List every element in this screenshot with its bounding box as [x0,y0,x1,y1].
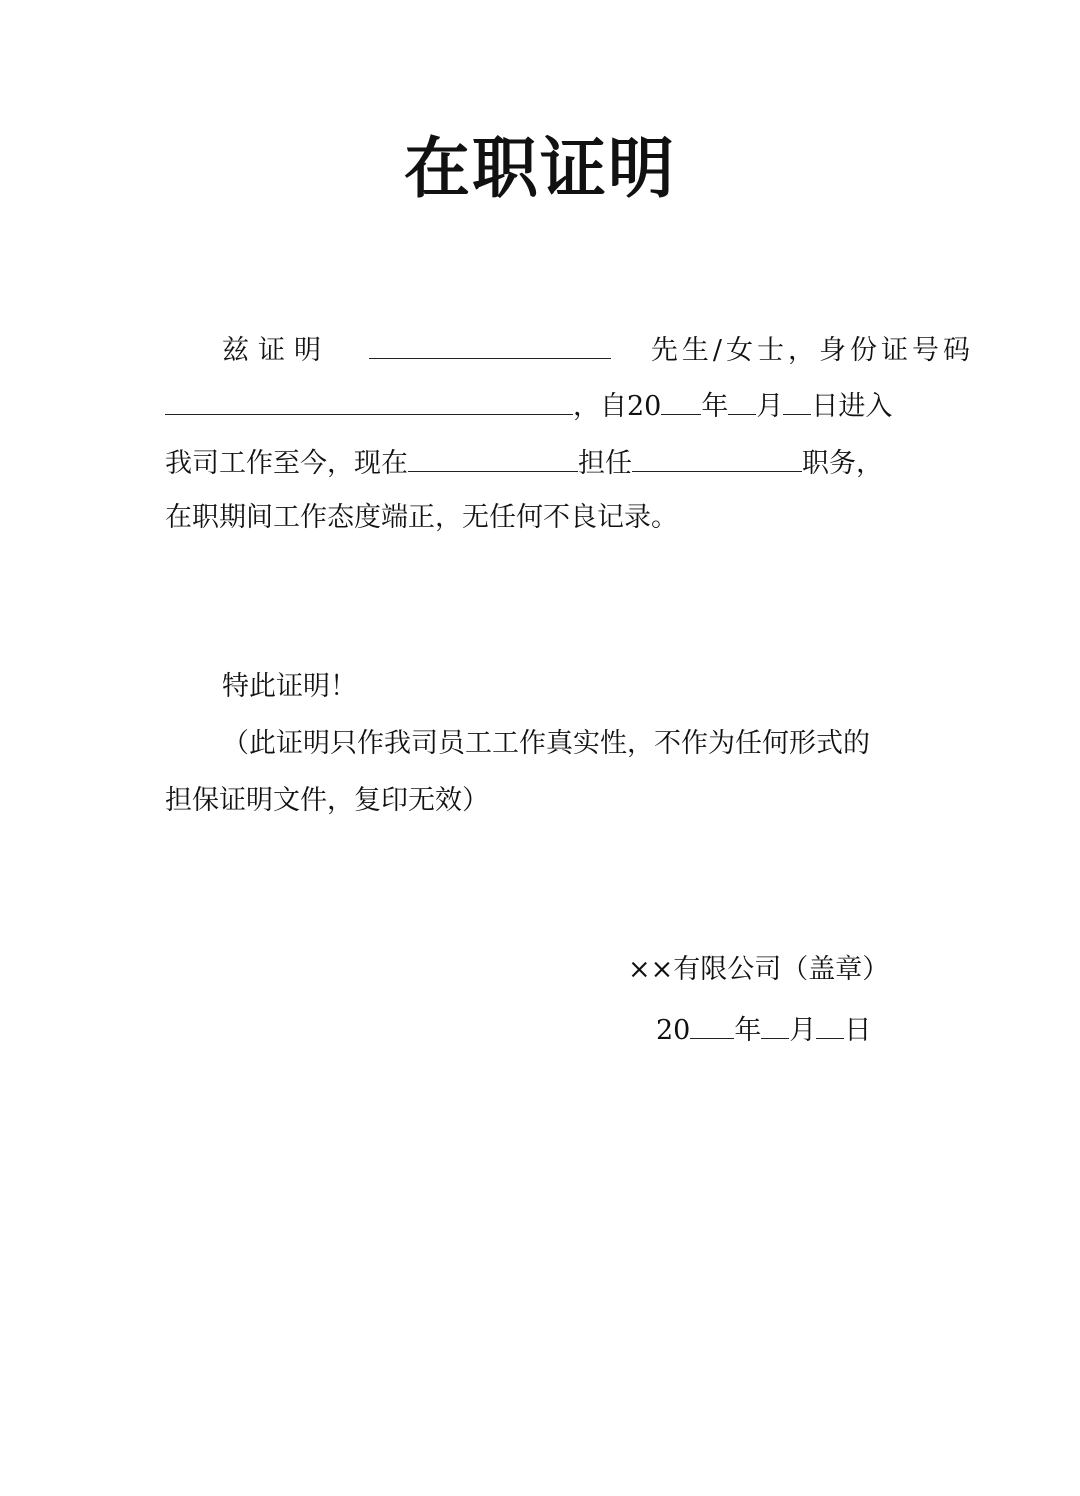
date-prefix: 20 [656,1015,691,1046]
date-year-label: 年 [734,1015,762,1046]
certify-prefix: 兹证明 [222,335,330,366]
position-prefix: 我司工作至今，现在 [165,448,408,479]
date-day-blank [816,1008,844,1039]
document-title: 在职证明 [404,129,676,207]
gender-id-label: 先生/女士，身份证号码 [650,335,974,366]
body-line-2 [165,384,917,427]
closing-statement: 特此证明！ [222,671,357,702]
company-seal-line: ××有限公司（盖章） [628,954,890,985]
name-blank [369,328,611,359]
date-year-blank [690,1008,734,1039]
note-line-2: 担保证明文件，复印无效） [165,785,489,816]
position-mid: 担任 [578,448,632,479]
signature-date [656,1008,871,1051]
id-number-blank [165,384,573,415]
note-line-1: （此证明只作我司员工工作真实性，不作为任何形式的 [222,728,870,759]
date-month-blank [761,1008,789,1039]
body-line-3 [165,441,917,484]
body-line-4: 在职期间工作态度端正，无任何不良记录。 [165,502,678,533]
job-title-blank [632,441,802,472]
join-day-blank [783,384,811,415]
join-month-label: 月 [756,391,784,422]
position-suffix: 职务， [802,448,883,479]
date-month-label: 月 [789,1015,817,1046]
date-day-label: 日 [844,1015,872,1046]
join-year-blank [661,384,701,415]
join-date-prefix: ，自20 [573,391,662,422]
join-month-blank [728,384,756,415]
join-year-label: 年 [701,391,729,422]
join-day-label: 日进入 [811,391,893,422]
department-blank [408,441,578,472]
body-line-1 [165,328,974,371]
